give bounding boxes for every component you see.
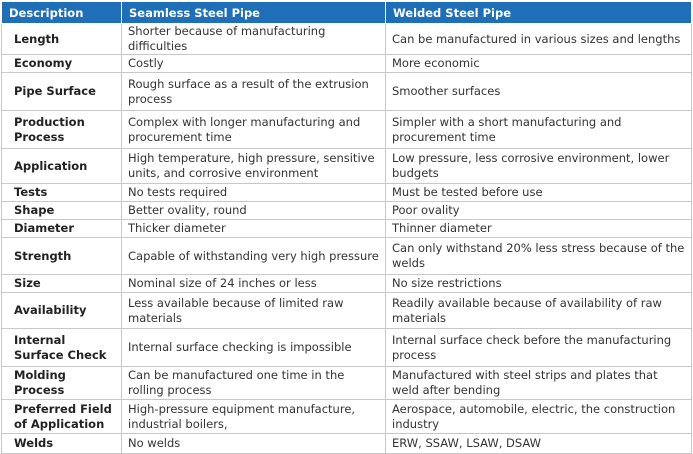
row-welded: Must be tested before use [386,184,692,202]
table-row [2,293,692,329]
row-description: Welds [2,434,122,454]
row-seamless: No tests required [122,184,386,202]
row-description: Preferred Field of Application [2,400,122,434]
row-seamless: Less available because of limited raw materials [122,293,386,329]
row-welded: Internal surface check before the manufacturing process [386,329,692,367]
row-welded: Aerospace, automobile, electric, the construction industry [386,400,692,434]
row-welded: Simpler with a short manufacturing and procurement time [386,111,692,149]
row-welded: Can be manufactured in various sizes and lengths [386,24,692,55]
table-row [2,24,692,55]
table-row [2,149,692,184]
row-welded: Low pressure, less corrosive environment, lower budgets [386,149,692,184]
row-description: Availability [2,293,122,329]
table-row [2,184,692,202]
table-row [2,111,692,149]
table-row [2,329,692,367]
table-row [2,367,692,400]
header-description: Description [2,2,122,24]
row-welded: ERW, SSAW, LSAW, DSAW [386,434,692,454]
row-description: Tests [2,184,122,202]
row-description: Production Process [2,111,122,149]
row-welded: Smoother surfaces [386,73,692,111]
row-description: Application [2,149,122,184]
row-welded: Manufactured with steel strips and plates that weld after bending [386,367,692,400]
header-seamless: Seamless Steel Pipe [122,2,386,24]
row-welded: Thinner diameter [386,220,692,238]
row-description: Molding Process [2,367,122,400]
row-seamless: Internal surface checking is impossible [122,329,386,367]
row-welded: Poor ovality [386,202,692,220]
header-row [2,2,692,24]
row-description: Diameter [2,220,122,238]
row-seamless: No welds [122,434,386,454]
table-row [2,400,692,434]
row-welded: Readily available because of availability of raw materials [386,293,692,329]
row-seamless: Costly [122,55,386,73]
row-seamless: Thicker diameter [122,220,386,238]
row-description: Internal Surface Check [2,329,122,367]
table-body [2,24,692,454]
table-row [2,220,692,238]
row-seamless: High-pressure equipment manufacture, industrial boilers, [122,400,386,434]
row-description: Size [2,275,122,293]
row-welded: Can only withstand 20% less stress because of the welds [386,238,692,275]
row-seamless: Can be manufactured one time in the rolling process [122,367,386,400]
row-seamless: Better ovality, round [122,202,386,220]
table-row [2,73,692,111]
row-seamless: Complex with longer manufacturing and procurement time [122,111,386,149]
row-welded: More economic [386,55,692,73]
comparison-table [1,1,692,454]
table-row [2,55,692,73]
row-description: Economy [2,55,122,73]
row-description: Pipe Surface [2,73,122,111]
row-seamless: Nominal size of 24 inches or less [122,275,386,293]
table-row [2,434,692,454]
row-seamless: Shorter because of manufacturing difficulties [122,24,386,55]
row-seamless: Rough surface as a result of the extrusion process [122,73,386,111]
row-seamless: Capable of withstanding very high pressure [122,238,386,275]
row-description: Shape [2,202,122,220]
row-seamless: High temperature, high pressure, sensitive units, and corrosive environment [122,149,386,184]
table-row [2,275,692,293]
row-welded: No size restrictions [386,275,692,293]
row-description: Strength [2,238,122,275]
header-welded: Welded Steel Pipe [386,2,692,24]
table-row [2,238,692,275]
row-description: Length [2,24,122,55]
table-row [2,202,692,220]
